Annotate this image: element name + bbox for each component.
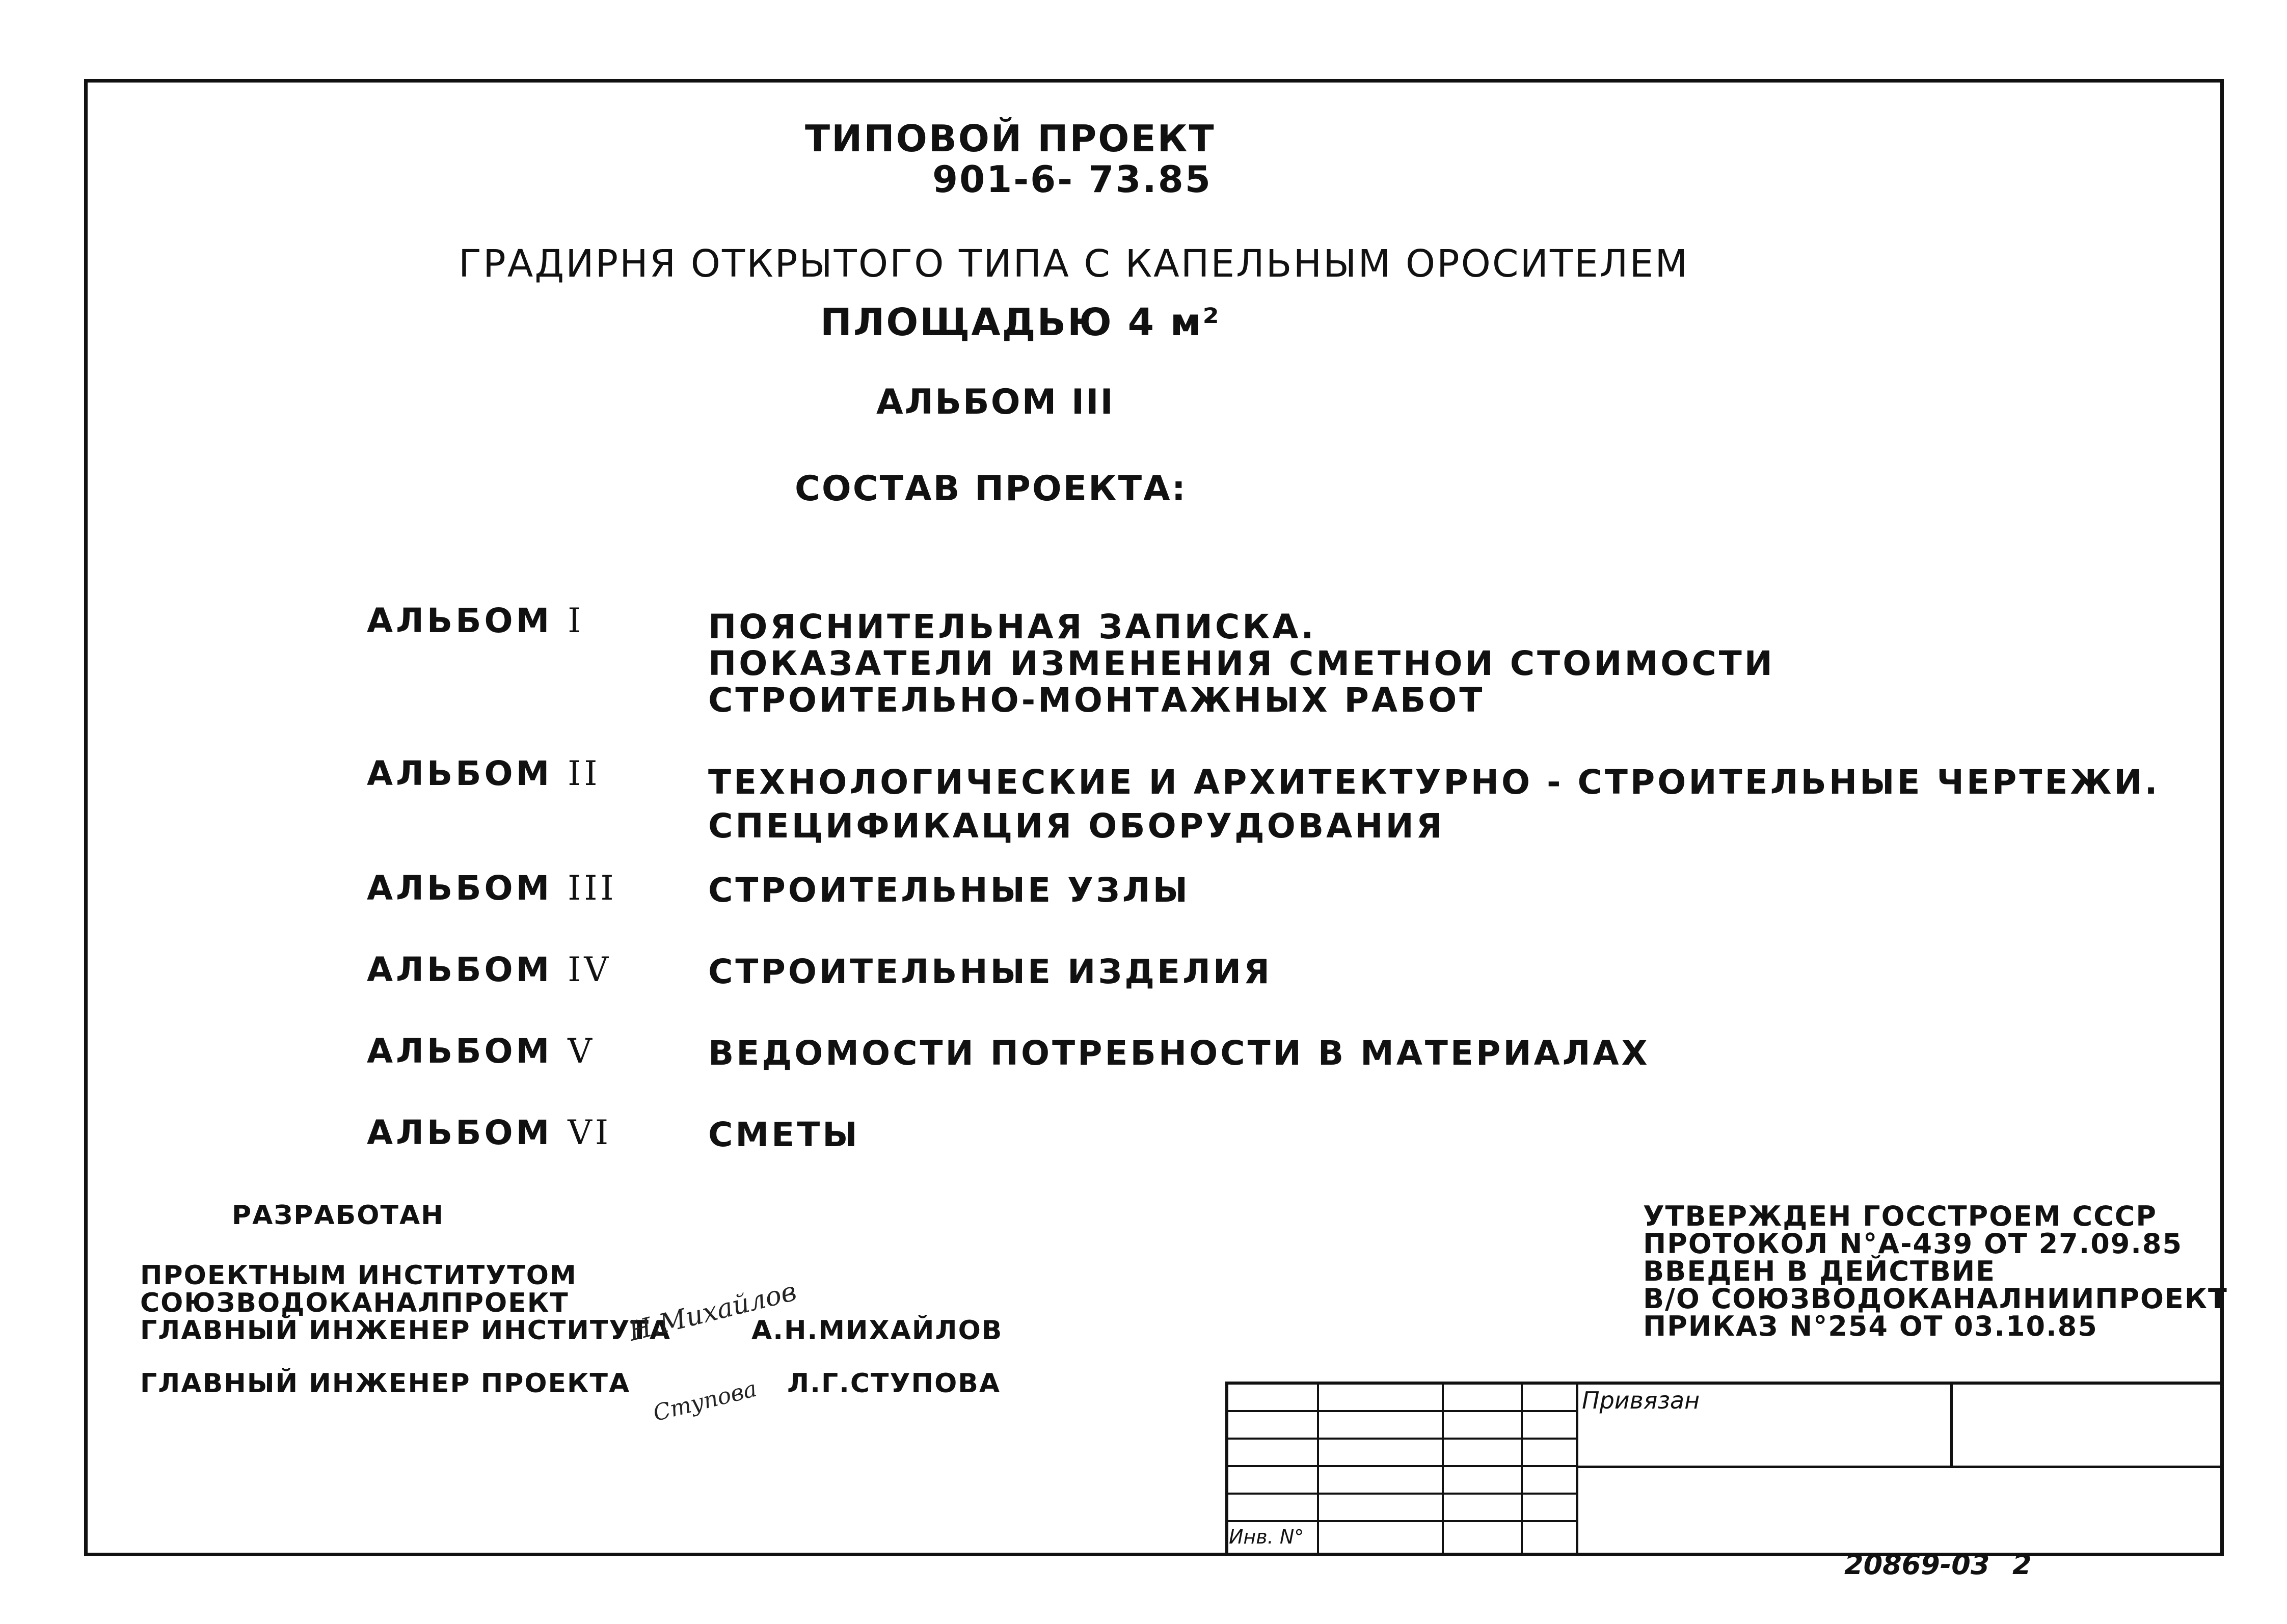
album-heading: АЛЬБОМ III	[876, 382, 1115, 422]
stamp-inventory-number: Инв. N°	[1229, 1526, 1304, 1548]
album-desc-6: СМЕТЫ	[708, 1115, 860, 1154]
album-label-2: АЛЬБОМ II	[367, 754, 601, 793]
project-title: ГРАДИРНЯ ОТКРЫТОГО ТИПА С КАПЕЛЬНЫМ ОРОСИТЕЛЕМ	[459, 242, 1689, 286]
developer-chief-project: ГЛАВНЫЙ ИНЖЕНЕР ПРОЕКТА	[140, 1368, 631, 1399]
project-number: 901-6- 73.85	[932, 158, 1212, 201]
developer-heading: РАЗРАБОТАН	[232, 1200, 444, 1231]
approval-line2: ПРОТОКОЛ N°А-439 ОТ 27.09.85	[1643, 1228, 2183, 1260]
document-code: 20869-03	[1844, 1549, 1990, 1581]
composition-heading: СОСТАВ ПРОЕКТА:	[795, 469, 1187, 509]
developer-chief-institute: ГЛАВНЫЙ ИНЖЕНЕР ИНСТИТУТА	[140, 1315, 671, 1346]
stamp-privyazan: Привязан	[1582, 1387, 1700, 1414]
approval-line3: ВВЕДЕН В ДЕЙСТВИЕ	[1643, 1255, 1996, 1287]
approval-line1: УТВЕРЖДЕН ГОССТРОЕМ СССР	[1643, 1200, 2157, 1232]
album-desc-5: ВЕДОМОСТИ ПОТРЕБНОСТИ В МАТЕРИАЛАХ	[708, 1034, 1650, 1073]
signature-mikhailov: Н.Михайлов	[625, 1276, 800, 1347]
album-label-6: АЛЬБОМ VI	[367, 1113, 612, 1152]
signature-stupova: Ступова	[650, 1375, 760, 1427]
project-title-area: ПЛОЩАДЬЮ 4 м²	[820, 301, 1221, 344]
album-label-3: АЛЬБОМ III	[367, 869, 617, 908]
developer-line2: СОЮЗВОДОКАНАЛПРОЕКТ	[140, 1288, 569, 1318]
album-desc-4: СТРОИТЕЛЬНЫЕ ИЗДЕЛИЯ	[708, 952, 1272, 991]
album-desc-1: ПОЯСНИТЕЛЬНАЯ ЗАПИСКА. ПОКАЗАТЕЛИ ИЗМЕНЕНИЯ СМЕТНОИ СТОИМОСТИ СТРОИТЕЛЬНО-МОНТАЖНЫХ РАБОТ	[708, 607, 1775, 720]
developer-chief-institute-name: А.Н.МИХАЙЛОВ	[751, 1315, 1003, 1346]
developer-line1: ПРОЕКТНЫМ ИНСТИТУТОМ	[140, 1260, 577, 1291]
approval-line5: ПРИКАЗ N°254 ОТ 03.10.85	[1643, 1310, 2098, 1342]
header-line1: ТИПОВОЙ ПРОЕКТ	[805, 117, 1216, 160]
album-label-5: АЛЬБОМ V	[367, 1032, 595, 1071]
album-desc-2: ТЕХНОЛОГИЧЕСКИЕ И АРХИТЕКТУРНО - СТРОИТЕЛЬНЫЕ ЧЕРТЕЖИ. СПЕЦИФИКАЦИЯ ОБОРУДОВАНИЯ	[708, 763, 2160, 846]
album-label-4: АЛЬБОМ IV	[367, 950, 612, 989]
approval-line4: В/О СОЮЗВОДОКАНАЛНИИПРОЕКТ	[1643, 1283, 2228, 1315]
developer-chief-project-name: Л.Г.СТУПОВА	[787, 1368, 1001, 1399]
album-label-1: АЛЬБОМ I	[367, 601, 584, 640]
sheet-number: 2	[2012, 1549, 2032, 1581]
album-desc-3: СТРОИТЕЛЬНЫЕ УЗЛЫ	[708, 871, 1191, 910]
